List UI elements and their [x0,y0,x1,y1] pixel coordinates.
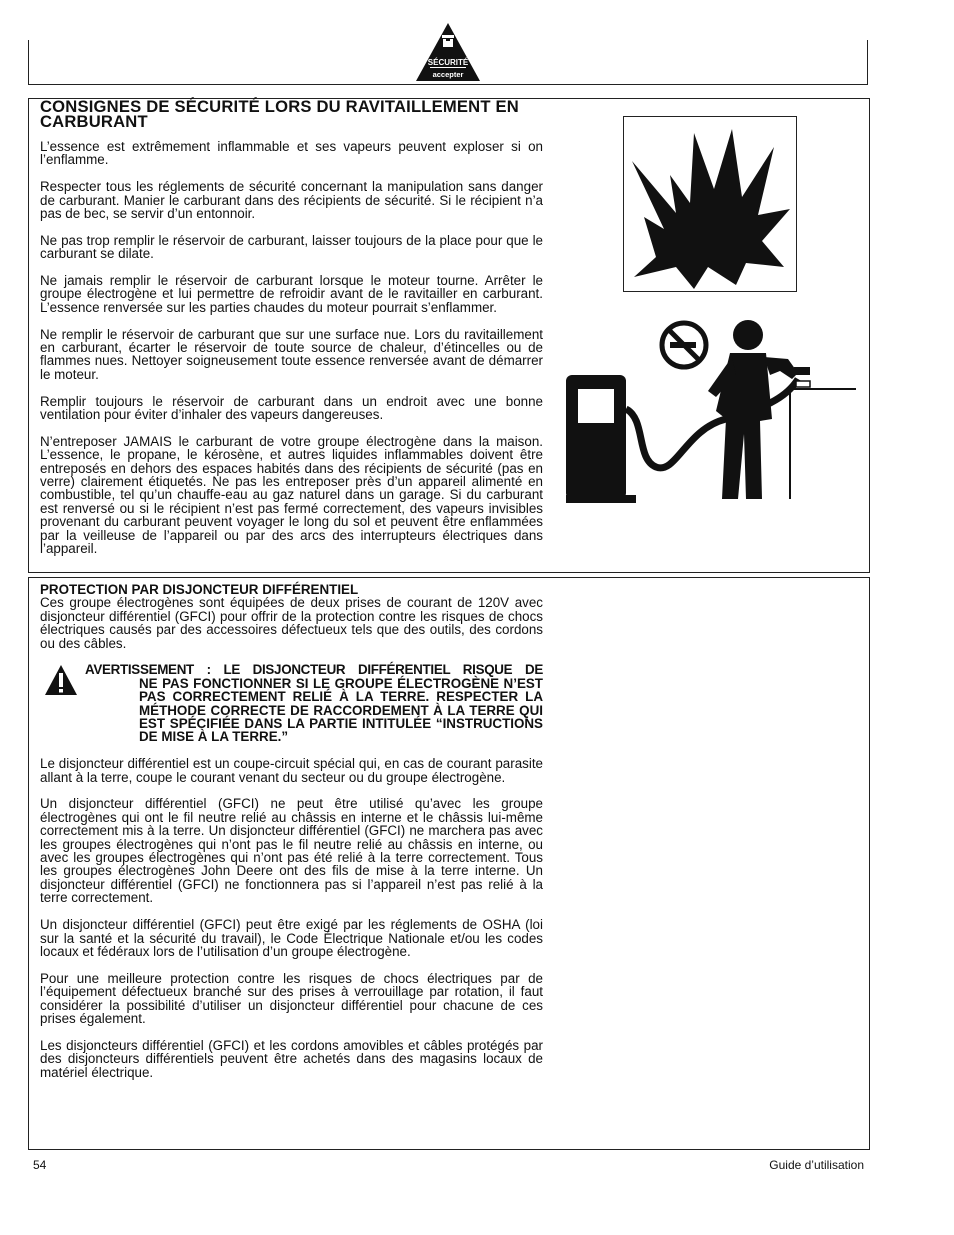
safety-warning-icon [414,21,482,83]
badge-bottom-text: accepter [432,70,464,79]
refueling-illustration [566,309,856,505]
guide-title: Guide d’utilisation [769,1158,864,1172]
warning-body: NE PAS FONCTIONNER SI LE GROUPE ÉLECTROGÈNE N’EST PAS CORRECTEMENT RELIÉ À LA TERRE. RESPECTER LA MÉTHODE CORRECTE DE RACCORDEMENT À LA TERRE QUI EST SPÉCIFIÉE DANS LA PARTIE INTITULÉE “INSTRUCTIONS DE MISE À LA TERRE.” [139,675,543,745]
gfci-text-column [40,583,543,1079]
fuel-paragraph: N’entreposer JAMAIS le carburant de votre groupe électrogène dans la maison. L’essence, le propane, le kérosène, et autres liquides inflammables doivent être entreposés en dehors des espaces habités dans des récipients de sécurité (pas en verre) clairement étiquetés. Ne pas les entreposer près d’un appareil alimenté en combustible, tel qu’un chauffe-eau au gaz naturel dans un garage. Si du carburant est renversé ou si le récipient n’est pas fermé correctement, des vapeurs invisibles provenant du carburant peuvent voyager le long du sol et peuvent être enflammées par la veilleuse de l’appareil ou par des arcs des interrupteurs électriques dans l’appareil. [40,433,543,557]
fuel-paragraph: Remplir toujours le réservoir de carburant dans un endroit avec une bonne ventilation pour éviter d’inhaler des vapeurs dangereuses. [40,393,543,423]
gfci-paragraph: Pour une meilleure protection contre les risques de chocs électriques par de l’équipement défectueux branché sur des prises à verrouillage par rotation, il faut considérer la possibilité d’utiliser un disjoncteur différentiel pour chacune de ces prises également. [40,970,543,1026]
fuel-paragraph: Respecter tous les réglements de sécurité concernant la manipulation sans danger de carburant. Manier le carburant dans des récipients de sécurité. Si le récipient n’a pas de bec, se servir d’un entonnoir. [40,179,543,222]
explosion-icon [624,117,795,290]
fuel-safety-section [28,98,870,573]
gfci-section [28,577,870,1150]
explosion-illustration [623,116,797,292]
gfci-paragraph: Le disjoncteur différentiel est un coupe-circuit spécial qui, en cas de courant parasite allant à la terre, coupe le courant venant du secteur ou du groupe électrogène. [40,756,543,785]
fuel-section-title: CONSIGNES DE SÉCURITÉ LORS DU RAVITAILLEMENT EN CARBURANT [40,97,519,131]
warning-triangle-icon [44,664,78,696]
fuel-paragraph: Ne pas trop remplir le réservoir de carburant, laisser toujours de la place pour que le carburant se dilate. [40,232,543,262]
gfci-section-title: PROTECTION PAR DISJONCTEUR DIFFÉRENTIEL [40,582,359,597]
gfci-warning [40,663,543,743]
gfci-intro: Ces groupe électrogènes sont équipées de deux prises de courant de 120V avec disjoncteur différentiel (GFCI) pour offrir de la protection contre les risques de chocs électriques causés par des accessoires défectueux tels que des outils, des cordons ou des câbles. [40,595,543,651]
fuel-text-column [40,99,543,556]
fuel-paragraph: Ne jamais remplir le réservoir de carburant lorsque le moteur tourne. Arrêter le groupe électrogène et lui permettre de refroidir avant de le ravitailler en carburant. L’essence renversée sur les parties chaudes du moteur pourrait s’enflammer. [40,273,543,315]
page-number: 54 [33,1158,47,1172]
fuel-paragraph: Ne remplir le réservoir de carburant que sur une surface nue. Lors du ravitaillement en carburant, écarter le réservoir de toute source de chaleur, d’étincelles ou de flammes nues. Nettoyer soigneusement toute essence renversée avant de démarrer le moteur. [40,326,543,382]
fuel-paragraph: L’essence est extrêmement inflammable et ses vapeurs peuvent exploser si on l’enflamme. [40,139,543,168]
gfci-paragraph: Un disjoncteur différentiel (GFCI) peut être exigé par les réglements de OSHA (loi sur la santé et la sécurité du travail), le Code Électrique Nationale et/ou les codes locaux et fédéraux lors de l’utilisation d’un groupe électrogène. [40,917,543,959]
warning-heading: AVERTISSEMENT : LE DISJONCTEUR DIFFÉRENTIEL RISQUE DE [85,662,543,678]
badge-top-text: SÉCURITÉ [427,58,469,67]
gfci-paragraph: Les disjoncteurs différentiel (GFCI) et les cordons amovibles et câbles protégés par des disjoncteurs différentiels peuvent être achetés dans des magasins locaux de matériel électrique. [40,1037,543,1080]
gfci-paragraph: Un disjoncteur différentiel (GFCI) ne peut être utilisé qu’avec les groupe électrogènes qui ont le fil neutre relié au châssis en interne et le châssis lui-même correctement mis à la terre. Un disjoncteur différentiel (GFCI) ne marchera pas avec les groupes électrogènes qui n’ont pas le fil neutre relié au châssis en interne, ou avec les groupes électrogènes qui n’ont pas été relié à la terre correctement. Tous les groupes électrogènes John Deere ont des fils de mise à la terre interne. Un disjoncteur différentiel (GFCI) ne fonctionnera pas si l’appareil n’est pas relié à la terre correctement. [40,796,543,906]
